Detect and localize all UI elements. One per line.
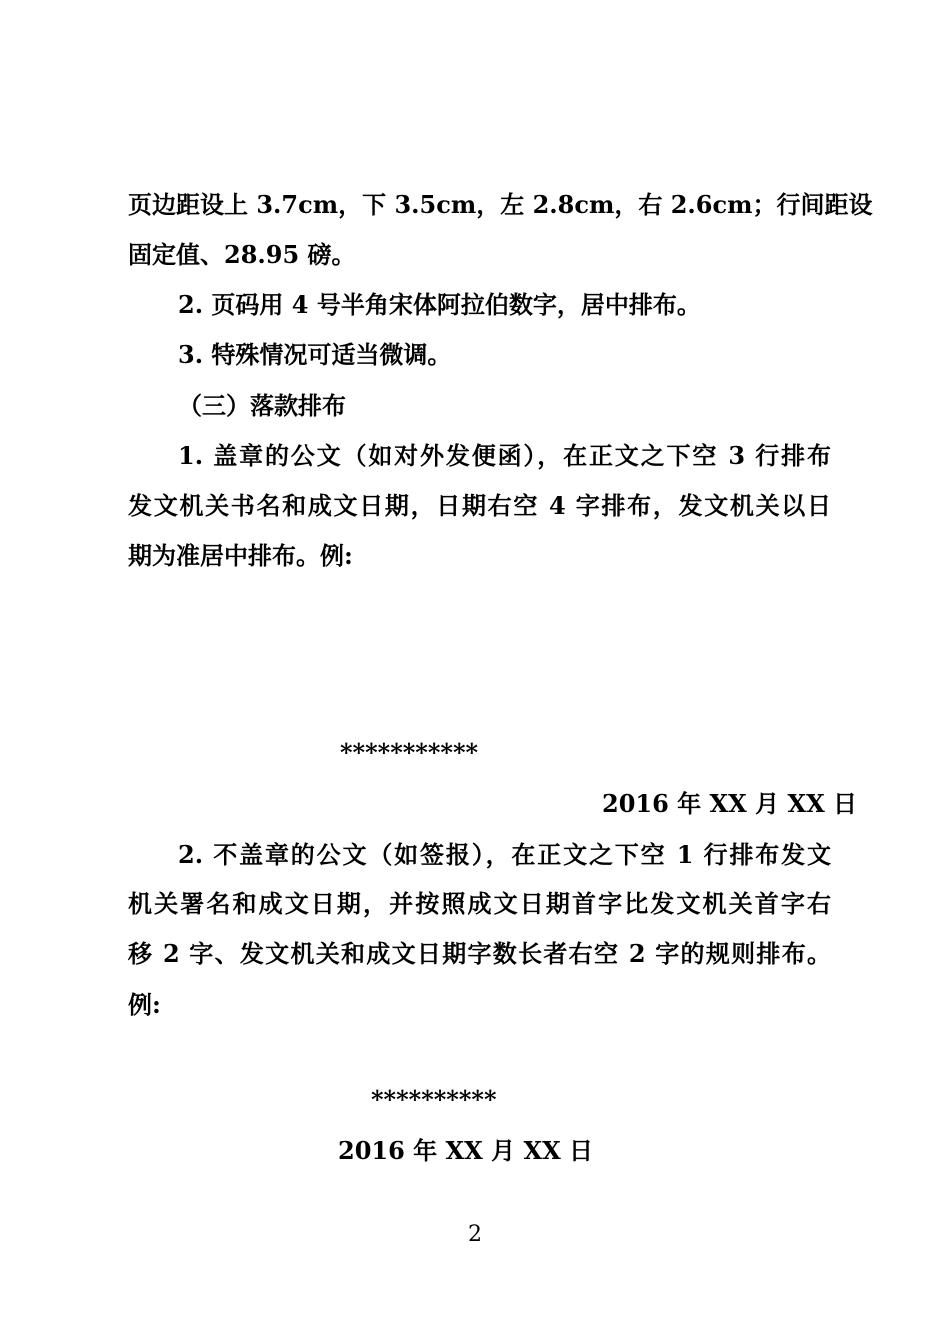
paragraph-line: 期为准居中排布。例: bbox=[128, 541, 353, 570]
list-item-2: 2. 页码用 4 号半角宋体阿拉伯数字，居中排布。 bbox=[178, 290, 701, 319]
signature-date: 2016 年 XX 月 XX 日 bbox=[602, 789, 858, 818]
issuer-placeholder: *********** bbox=[340, 738, 479, 767]
issuer-placeholder: ********** bbox=[371, 1085, 497, 1114]
list-item-2b: 2. 不盖章的公文（如签报），在正文之下空 1 行排布发文 bbox=[178, 840, 831, 869]
list-item-1: 1. 盖章的公文（如对外发便函），在正文之下空 3 行排布 bbox=[178, 441, 831, 470]
paragraph-line: 发文机关书名和成文日期，日期右空 4 字排布，发文机关以日 bbox=[128, 491, 831, 520]
list-item-3: 3. 特殊情况可适当微调。 bbox=[178, 340, 452, 369]
page-number: 2 bbox=[468, 1222, 482, 1247]
paragraph-line: 固定值、28.95 磅。 bbox=[128, 240, 356, 269]
section-heading: （三）落款排布 bbox=[178, 391, 346, 420]
paragraph-line: 机关署名和成文日期，并按照成文日期首字比发文机关首字右 bbox=[128, 889, 831, 918]
paragraph-line: 页边距设上 3.7cm，下 3.5cm，左 2.8cm，右 2.6cm；行间距设 bbox=[128, 190, 873, 219]
paragraph-line: 例: bbox=[128, 990, 161, 1019]
signature-date: 2016 年 XX 月 XX 日 bbox=[338, 1136, 594, 1165]
paragraph-line: 移 2 字、发文机关和成文日期字数长者右空 2 字的规则排布。 bbox=[128, 939, 831, 968]
